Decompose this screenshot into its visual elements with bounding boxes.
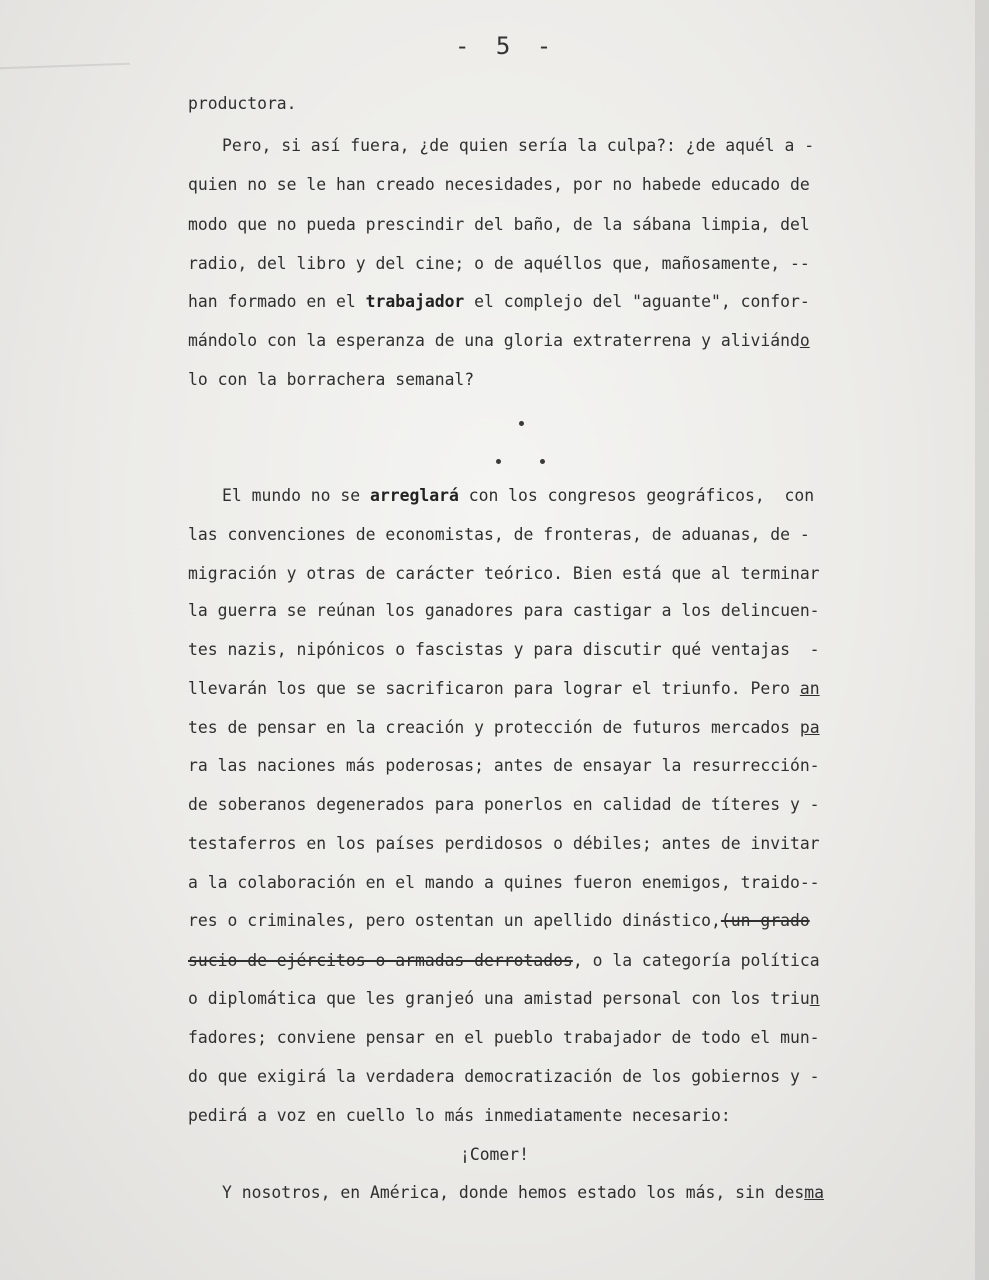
text-fragment: o diplomática que les granjeó una amistad personal con los triu bbox=[188, 989, 810, 1008]
text-line bbox=[188, 988, 820, 1010]
paper-crease bbox=[0, 63, 130, 70]
separator-dot bbox=[496, 459, 501, 464]
text-line: las convenciones de economistas, de fronteras, de aduanas, de - bbox=[188, 525, 810, 544]
text-fragment: , o la categoría política bbox=[572, 951, 820, 970]
separator-dot bbox=[519, 421, 524, 426]
text-line: pedirá a voz en cuello lo más inmediatamente necesario: bbox=[188, 1106, 731, 1125]
struck-text: sucio de ejércitos o armadas derrotados bbox=[188, 951, 573, 970]
underlined-syllable: n bbox=[809, 989, 820, 1008]
text-fragment: han formado en el bbox=[188, 292, 366, 311]
text-line: fadores; conviene pensar en el pueblo trabajador de todo el mun- bbox=[188, 1028, 820, 1047]
underlined-syllable: an bbox=[799, 679, 820, 698]
separator-dot bbox=[540, 459, 545, 464]
text-line: modo que no pueda prescindir del baño, de la sábana limpia, del bbox=[188, 215, 810, 234]
text-line: Pero, si así fuera, ¿de quien sería la culpa?: ¿de aquél a - bbox=[222, 136, 815, 155]
text-fragment: El mundo no se bbox=[222, 486, 371, 505]
bold-word: arreglará bbox=[370, 486, 459, 505]
underlined-syllable: ma bbox=[804, 1183, 824, 1202]
text-line: productora. bbox=[188, 94, 297, 113]
text-line bbox=[188, 291, 810, 313]
text-line bbox=[188, 330, 810, 352]
exclamation-heading: ¡Comer! bbox=[459, 1145, 530, 1164]
bold-word: trabajador bbox=[365, 292, 465, 311]
text-line: testaferros en los países perdidosos o débiles; antes de invitar bbox=[188, 834, 820, 853]
text-line: do que exigirá la verdadera democratización de los gobiernos y - bbox=[188, 1067, 820, 1086]
text-line bbox=[188, 717, 820, 739]
struck-text: (un grado bbox=[720, 911, 810, 930]
text-line: a la colaboración en el mando a quines fueron enemigos, traido-- bbox=[188, 873, 820, 892]
text-fragment: tes de pensar en la creación y protección de futuros mercados bbox=[188, 718, 800, 737]
text-line bbox=[188, 678, 820, 700]
underlined-syllable: pa bbox=[799, 718, 820, 737]
text-fragment: Y nosotros, en América, donde hemos estado los más, sin des bbox=[222, 1183, 805, 1202]
text-line bbox=[222, 485, 814, 507]
text-fragment: con los congresos geográficos, con bbox=[458, 486, 815, 505]
text-line: de soberanos degenerados para ponerlos en calidad de títeres y - bbox=[188, 795, 820, 814]
paper-edge-shadow bbox=[975, 0, 989, 1280]
text-line: lo con la borrachera semanal? bbox=[188, 370, 475, 389]
text-line: ra las naciones más poderosas; antes de ensayar la resurrección- bbox=[188, 756, 820, 775]
text-line bbox=[222, 1182, 824, 1204]
text-line: migración y otras de carácter teórico. Bien está que al terminar bbox=[188, 564, 820, 583]
text-line: quien no se le han creado necesidades, por no habede educado de bbox=[188, 175, 810, 194]
text-line: tes nazis, nipónicos o fascistas y para discutir qué ventajas - bbox=[188, 640, 820, 659]
text-fragment: llevarán los que se sacrificaron para lograr el triunfo. Pero bbox=[188, 679, 800, 698]
text-fragment: mándolo con la esperanza de una gloria extraterrena y aliviánd bbox=[188, 331, 800, 350]
page-number: - 5 - bbox=[455, 32, 558, 60]
underlined-syllable: o bbox=[799, 331, 810, 350]
text-fragment: res o criminales, pero ostentan un apellido dinástico, bbox=[188, 911, 721, 930]
text-line: la guerra se reúnan los ganadores para castigar a los delincuen- bbox=[188, 601, 820, 620]
text-fragment: el complejo del "aguante", confor- bbox=[464, 292, 810, 311]
text-line bbox=[188, 910, 810, 932]
text-line bbox=[188, 950, 820, 972]
text-line: radio, del libro y del cine; o de aquéllos que, mañosamente, -- bbox=[188, 254, 810, 273]
